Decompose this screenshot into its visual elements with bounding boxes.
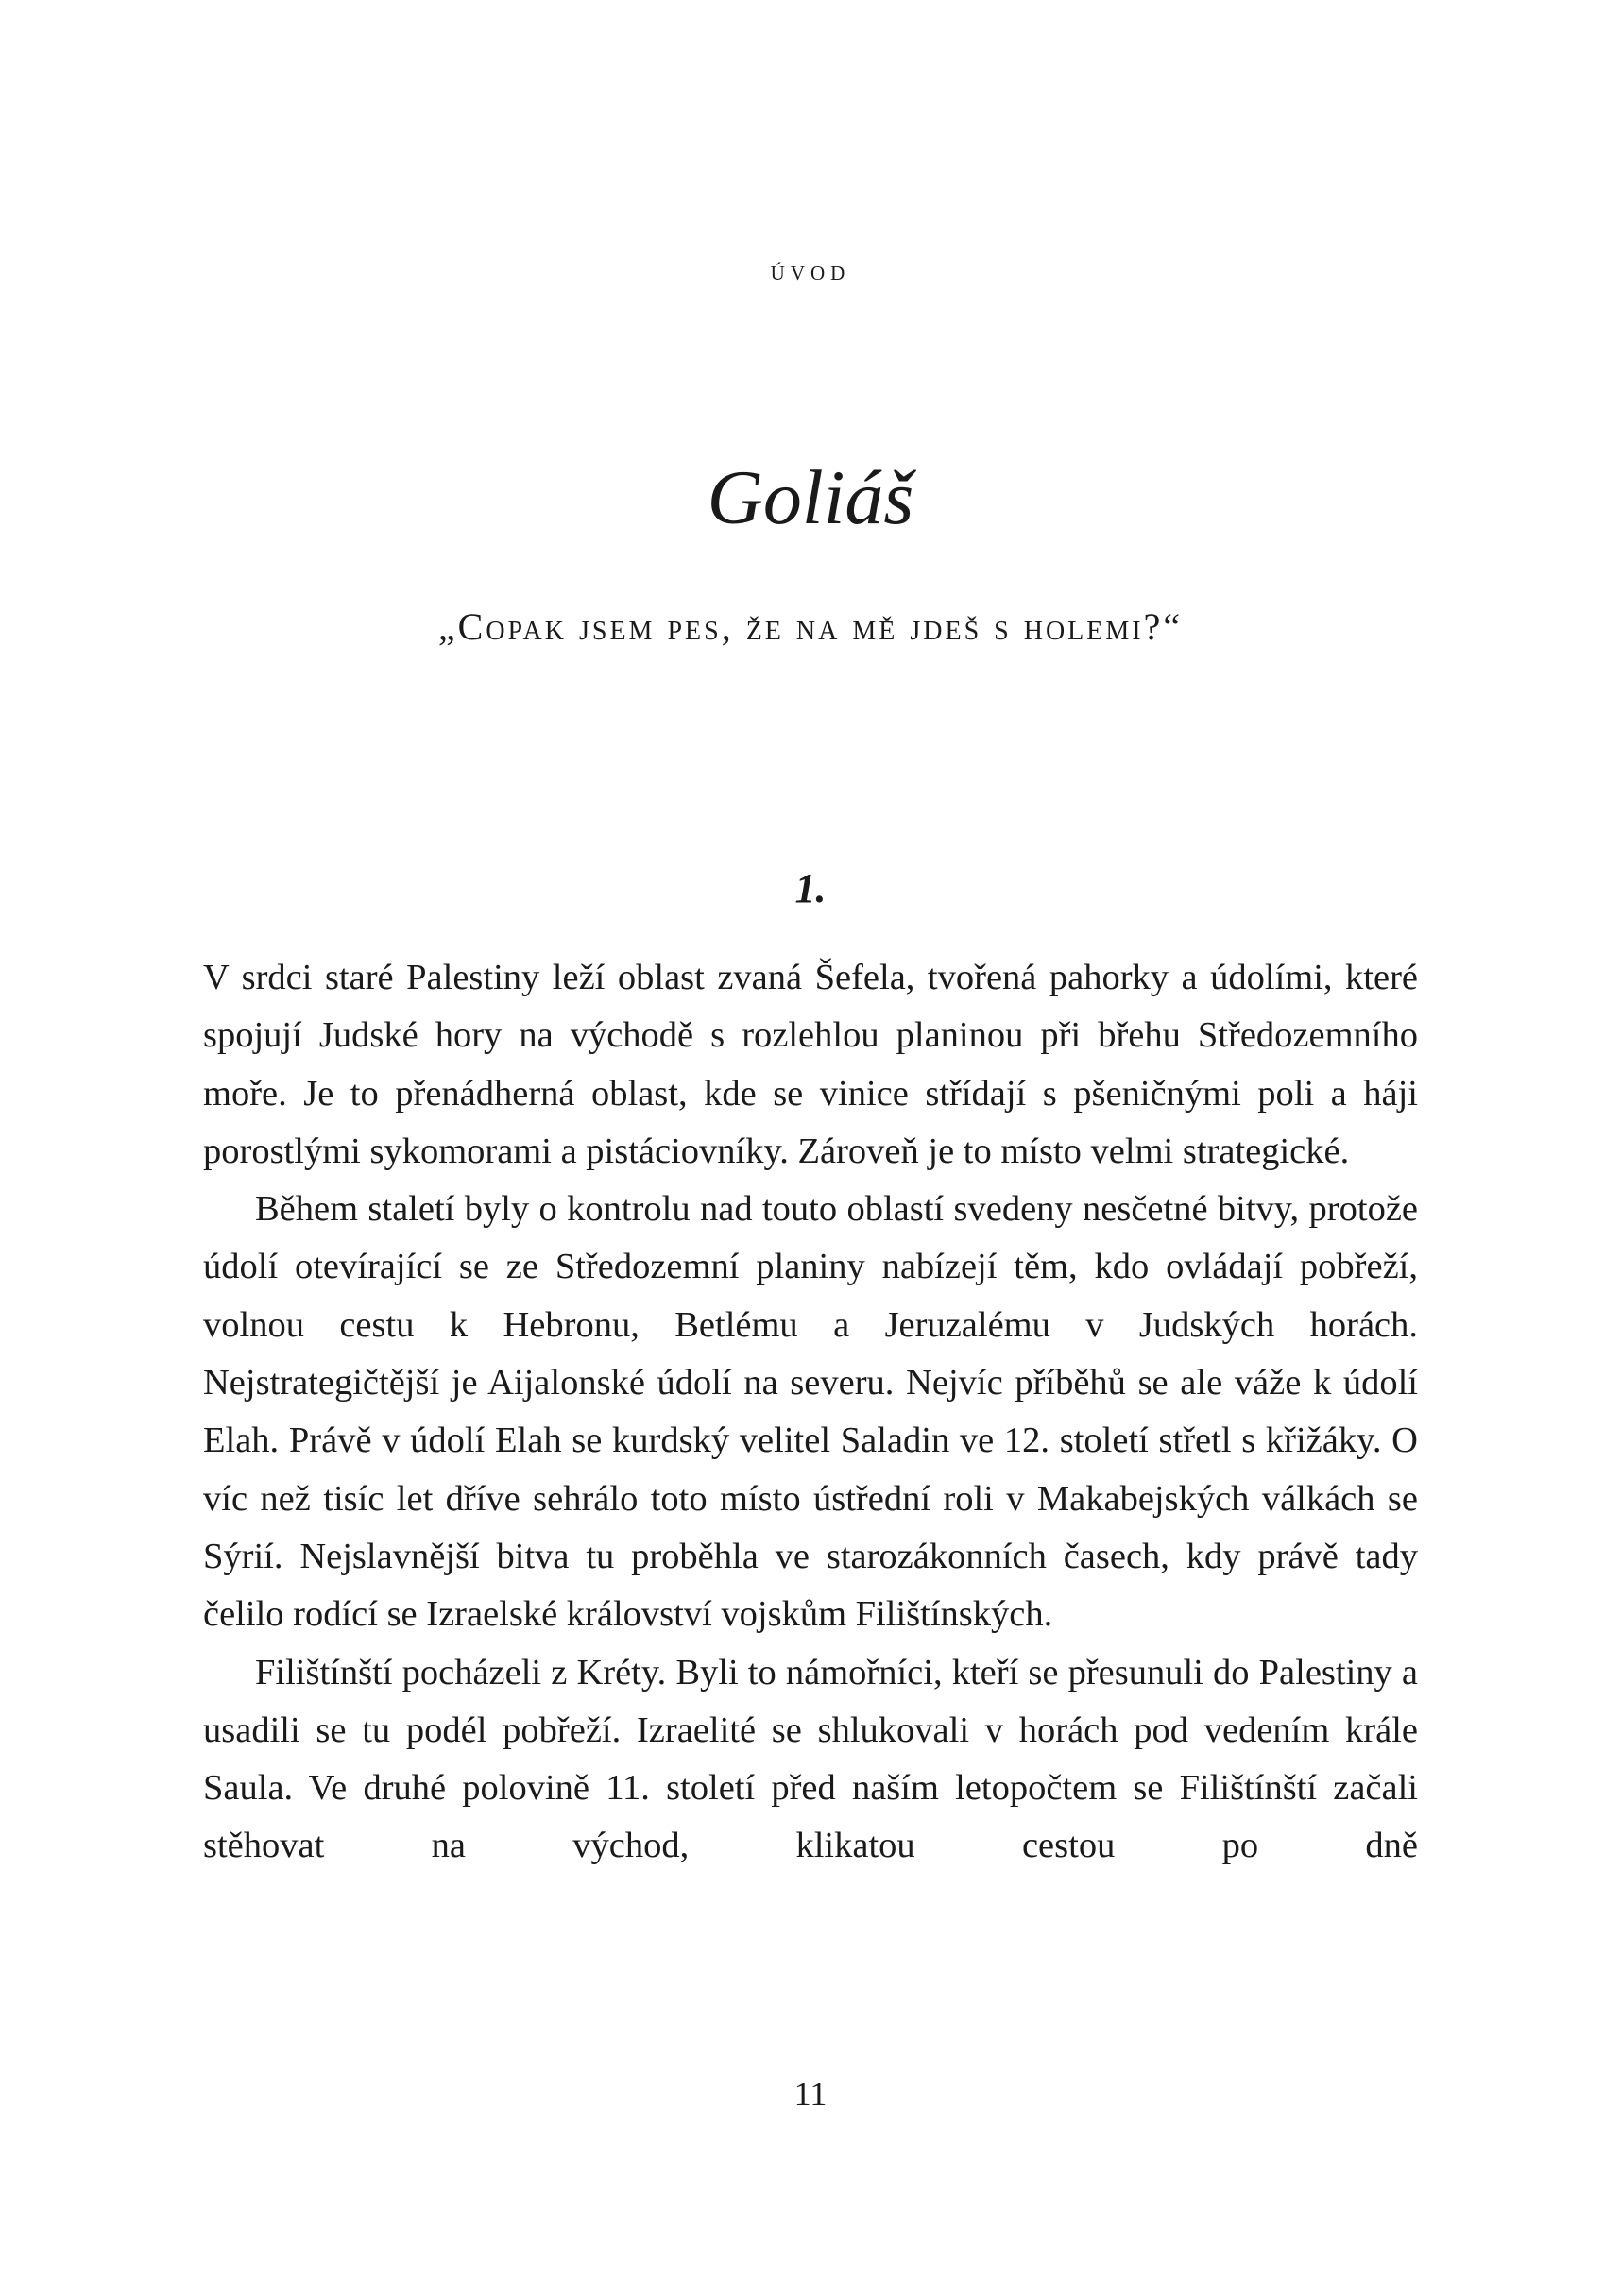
paragraph-1: V srdci staré Palestiny leží oblast zvaná Šefela, tvořená pahorky a údolími, které spojují Judské hory na východě s rozlehlou planinou při břehu Středozemního moře. Je to přenádherná oblast, kde se vinice střídají s pšeničnými poli a háji porostlými sykomorami a pistáciovníky. Zároveň je to místo velmi strategické.: [203, 958, 1418, 1171]
epigraph: „Copak jsem pes, že na mě jdeš s holemi?“: [437, 605, 1184, 648]
page-number: 11: [793, 2075, 828, 2113]
paragraph-2: Během staletí byly o kontrolu nad touto oblastí svedeny nesčetné bitvy, protože údolí otevírající se ze Středozemní planiny nabízejí těm, kdo ovládají pobřeží, volnou cestu k Hebronu, Betlému a Jeruzalému v Judských horách. Nejstrategičtější je Aijalonské údolí na severu. Nejvíc příběhů se ale váže k údolí Elah. Právě v údolí Elah se kurdský velitel Saladin ve 12. století střetl s křižáky. O víc než tisíc let dříve sehrálo toto místo ústřední roli v Makabejských válkách se Sýrií. Nejslavnější bitva tu proběhla ve starozákonních časech, kdy právě tady čelilo rodící se Izraelské království vojskům Filištínských.: [203, 1189, 1418, 1635]
chapter-title: Goliáš: [707, 454, 914, 540]
section-label: úvod: [770, 255, 851, 286]
paragraph-3: Filištínští pocházeli z Kréty. Byli to námořníci, kteří se přesunuli do Palestiny a usadili se tu podél pobřeží. Izraelité se shlukovali v horách pod vedením krále Saula. Ve druhé polovině 11. století před naším letopočtem se Filištínští začali stěhovat na východ, klikatou cestou po dně: [203, 1652, 1418, 1866]
section-number: 1.: [794, 865, 827, 911]
body-text: [203, 949, 1418, 1876]
